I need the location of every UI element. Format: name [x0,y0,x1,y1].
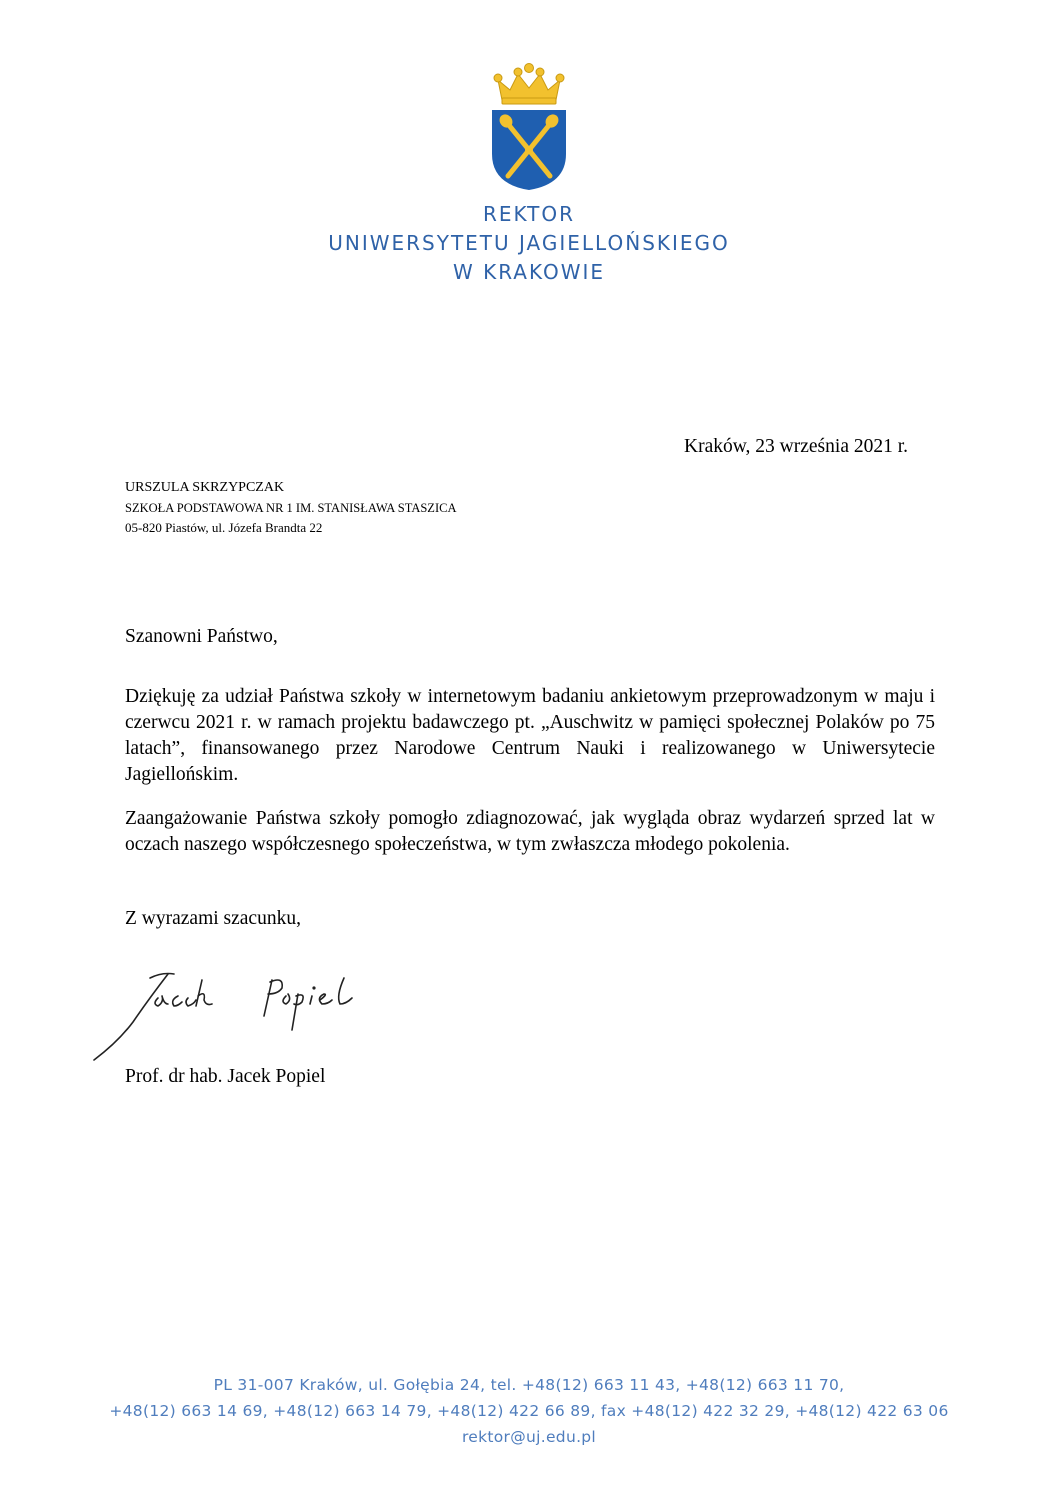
footer-email-link[interactable]: rektor@uj.edu.pl [461,1428,597,1446]
footer-phones: +48(12) 663 14 69, +48(12) 663 14 79, +48(12) 422 66 89, fax +48(12) 422 32 29, +48(12) 422 63 06 [109,1402,949,1420]
letter-date: Kraków, 23 września 2021 r. [684,436,909,457]
letterhead-university: UNIWERSYTETU JAGIELLOŃSKIEGO [328,231,730,255]
recipient-name: URSZULA SKRZYPCZAK [125,480,285,495]
recipient-block [125,478,456,538]
footer-address: PL 31-007 Kraków, ul. Gołębia 24, tel. +48(12) 663 11 43, +48(12) 663 11 70, [213,1376,845,1394]
salutation: Szanowni Państwo, [125,626,278,647]
signature-image [88,960,368,1064]
letterhead-title: REKTOR [483,202,575,226]
signer-name: Prof. dr hab. Jacek Popiel [125,1066,326,1087]
coat-of-arms-icon [484,62,574,192]
body-paragraph: Dziękuję za udział Państwa szkoły w internetowym badaniu ankietowym przeprowadzonym w maju i czerwcu 2021 r. w ramach projektu badawczego pt. „Auschwitz w pamięci społecznej Polaków po 75 latach”, finansowanego przez Narodowe Centrum Nauki i realizowanego w Uniwersytecie Jagiellońskim. [125,686,935,785]
recipient-school: SZKOŁA PODSTAWOWA NR 1 IM. STANISŁAWA STASZICA [125,501,457,515]
body-paragraph: Zaangażowanie Państwa szkoły pomogło zdiagnozować, jak wygląda obraz wydarzeń sprzed lat w oczach naszego współczesnego społeczeństwa, w tym zwłaszcza młodego pokolenia. [125,808,935,855]
letterhead-city: W KRAKOWIE [452,260,606,284]
recipient-address: 05-820 Piastów, ul. Józefa Brandta 22 [125,520,323,535]
closing-phrase: Z wyrazami szacunku, [125,908,301,929]
